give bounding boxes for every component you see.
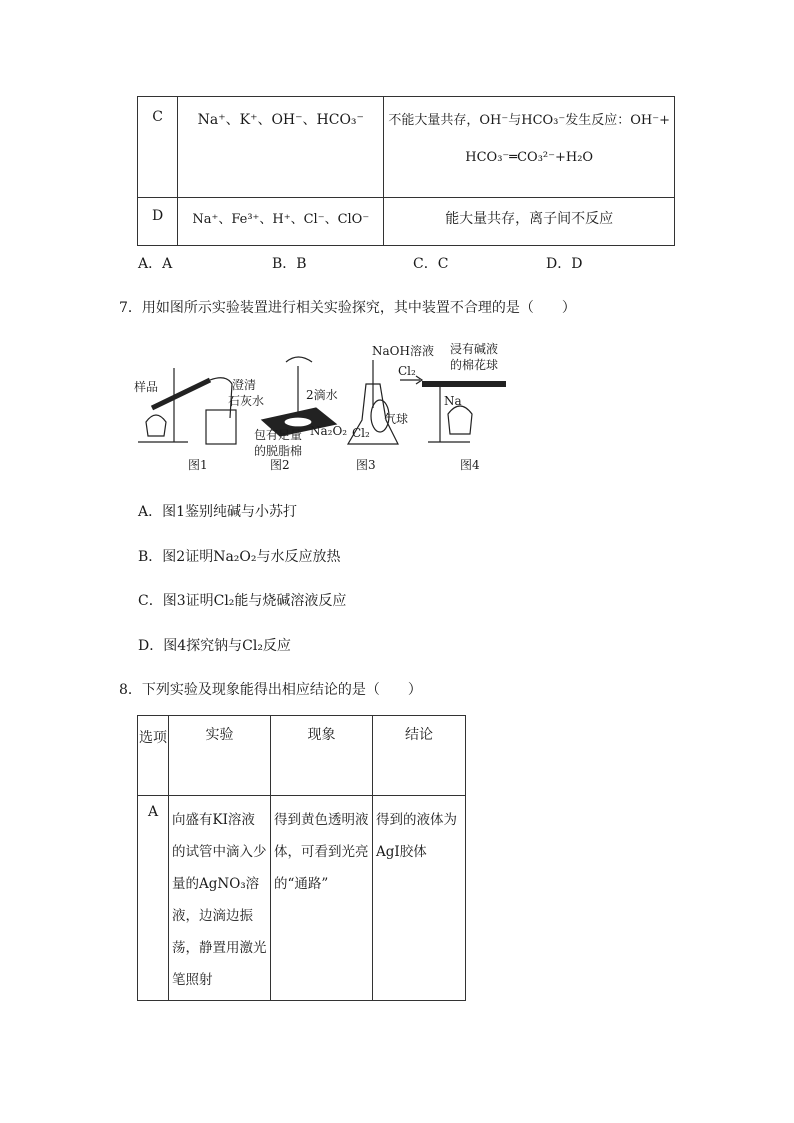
label-fig1: 图1	[188, 458, 208, 472]
option-cell: C	[138, 97, 178, 198]
fig1-test-tube	[152, 380, 210, 408]
q7-figure	[130, 338, 530, 473]
label-cotton-alkali-1: 浸有碱液	[450, 342, 499, 356]
judgment-line-2: HCO₃⁻═CO₃²⁻+H₂O	[465, 150, 594, 165]
table-row	[138, 796, 466, 1001]
header-conclusion: 结论	[373, 716, 466, 796]
table-row	[138, 198, 675, 246]
q7-choice-b[interactable]: B．图2证明Na₂O₂与水反应放热	[138, 549, 341, 565]
q6-choice-d[interactable]: D．D	[546, 256, 583, 272]
q7-stem: 7．用如图所示实验装置进行相关实验探究，其中装置不合理的是（ ）	[119, 300, 576, 316]
judgment-cell	[384, 97, 675, 198]
label-fig3: 图3	[356, 458, 376, 472]
table-header-row	[138, 716, 466, 796]
q6-choice-a[interactable]: A．A	[138, 256, 173, 272]
label-naoh: NaOH溶液	[372, 344, 434, 358]
label-cotton-1: 包有足量	[254, 428, 303, 442]
label-sample: 样品	[134, 380, 159, 394]
table-row	[138, 97, 675, 198]
header-experiment: 实验	[169, 716, 271, 796]
label-limewater-1: 澄清	[232, 378, 257, 392]
fig1-lamp	[146, 415, 166, 436]
q6-table	[137, 96, 675, 246]
label-fig4: 图4	[460, 458, 480, 472]
label-na: Na	[444, 394, 462, 408]
label-fig2: 图2	[270, 458, 290, 472]
ions-cell: Na⁺、Fe³⁺、H⁺、Cl⁻、ClO⁻	[178, 198, 384, 246]
q7-choice-c[interactable]: C．图3证明Cl₂能与烧碱溶液反应	[138, 593, 347, 609]
q8-table	[137, 715, 466, 1001]
option-cell: D	[138, 198, 178, 246]
experiment-cell: 向盛有KI溶液的试管中滴入少量的AgNO₃溶液，边滴边振荡，静置用激光笔照射	[169, 796, 271, 1001]
label-na2o2: Na₂O₂	[310, 424, 348, 438]
label-cl2-tube: Cl₂	[398, 364, 416, 378]
fig4-lamp	[448, 406, 472, 434]
q6-choice-b[interactable]: B．B	[272, 256, 307, 272]
label-cotton-alkali-2: 的棉花球	[450, 358, 499, 372]
judgment-cell: 能大量共存，离子间不反应	[384, 198, 675, 246]
q8-stem: 8．下列实验及现象能得出相应结论的是（ ）	[119, 682, 422, 698]
judgment-line-1: 不能大量共存，OH⁻与HCO₃⁻发生反应：OH⁻+	[388, 113, 670, 128]
q7-choice-a[interactable]: A．图1鉴别纯碱与小苏打	[138, 504, 298, 520]
label-limewater-2: 石灰水	[228, 394, 265, 408]
label-cotton-2: 的脱脂棉	[254, 444, 303, 458]
label-balloon: 气球	[384, 412, 409, 426]
q6-choice-c[interactable]: C．C	[413, 256, 449, 272]
header-option: 选项	[138, 716, 169, 796]
fig1-beaker	[206, 410, 236, 444]
header-phenomenon: 现象	[271, 716, 373, 796]
label-cl2-flask: Cl₂	[352, 426, 370, 440]
option-cell: A	[138, 796, 169, 1001]
ions-cell: Na⁺、K⁺、OH⁻、HCO₃⁻	[178, 97, 384, 198]
label-drops: 2滴水	[306, 388, 338, 402]
phenomenon-cell: 得到黄色透明液体，可看到光亮的“通路”	[271, 796, 373, 1001]
q7-choice-d[interactable]: D．图4探究钠与Cl₂反应	[138, 638, 291, 654]
conclusion-cell: 得到的液体为AgI胶体	[373, 796, 466, 1001]
fig2-dropper-bulb	[286, 357, 312, 362]
